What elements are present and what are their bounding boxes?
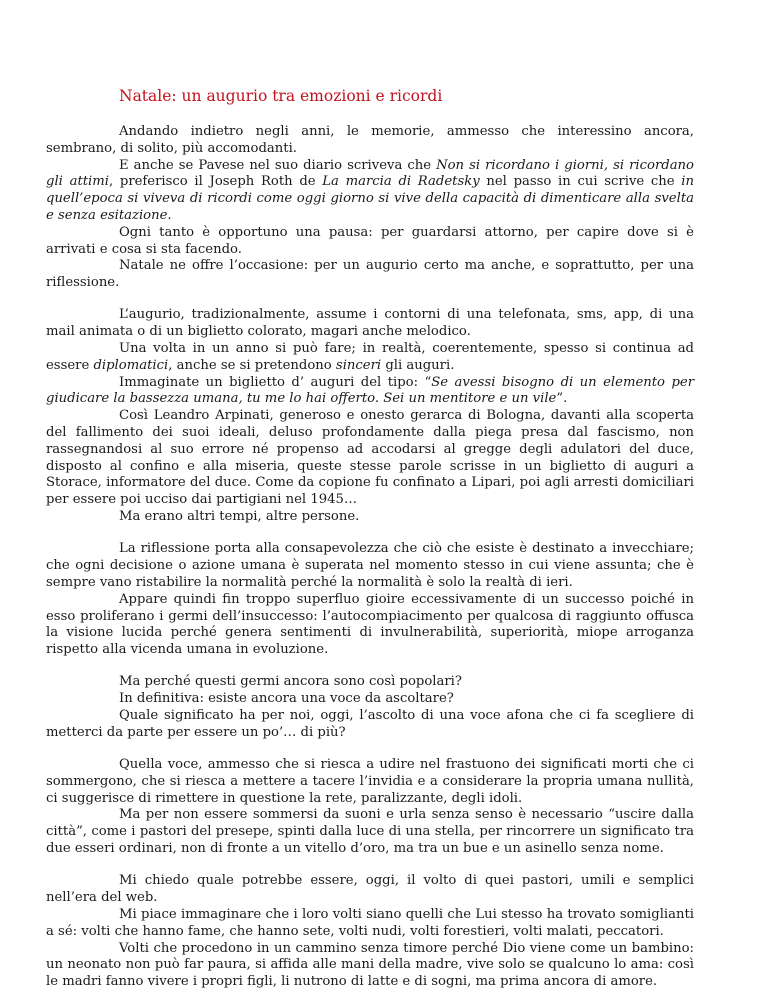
quote-italic: Se avessi bisogno di un elemento per giudicare la bassezza umana, tu me lo hai offerto. Sei un mentitore e un vile [46,374,694,407]
paragraph: Così Leandro Arpinati, generoso e onesto gerarca di Bologna, davanti alla scoperta del fallimento dei suoi ideali, deluso profondamente dalla piega presa dal fascismo, non rassegnandosi al suo errore né propenso ad accodarsi al gregge degli adulatori del duce, disposto al confino e alla miseria, queste stesse parole scrisse in un biglietto di auguri a Storace, informatore del duce. Come da copione fu confinato a Lipari, poi agli arresti domiciliari per essere poi ucciso dai partigiani nel 1945… [46,408,694,508]
paragraph: In definitiva: esiste ancora una voce da ascoltare? [119,691,454,707]
document-title: Natale: un augurio tra emozioni e ricordi [119,87,443,105]
paragraph-gap [46,858,694,874]
paragraph: Appare quindi fin troppo superfluo gioire eccessivamente di un successo poiché in esso proliferano i germi dell’insuccesso: l’autocompiacimento per qualcosa di raggiunto offusca la visione lucida perché genera sentimenti di invulnerabilità, superiorità, miope arroganza rispetto alla vicenda umana in evoluzione. [46,591,694,658]
paragraph-gap [46,526,694,542]
paragraph: Volti che procedono in un cammino senza timore perché Dio viene come un bambino: un neonato non può far paura, si affida alle mani della madre, vive solo se qualcuno lo ama: così le madri fanno vivere i propri figli, li nutrono di latte e di sogni, ma prima ancora di amore. [46,940,694,990]
paragraph: Ogni tanto è opportuno una pausa: per guardarsi attorno, per capire dove si è arrivati e cosa si sta facendo. [46,224,694,257]
paragraph: Ma per non essere sommersi da suoni e urla senza senso è necessario “uscire dalla città”, come i pastori del presepe, spinti dalla luce di una stella, per rincorrere un significato tra due esseri ordinari, non di fronte a un vitello d’oro, ma tra un bue e un asinello senza nome. [46,807,694,857]
paragraph: Natale ne offre l’occasione: per un augurio certo ma anche, e soprattutto, per una riflessione. [46,258,694,291]
text-run: , preferisco il Joseph Roth de [108,174,323,190]
paragraph-gap [46,742,694,758]
book-title-italic: La marcia di Radetsky [322,174,480,190]
text-run: . [167,207,172,223]
quote-italic: in quell’epoca si viveva di ricordi come oggi giorno si vive della capacità di dimenticare alla svelta e senza esitazione [46,174,694,223]
paragraph [46,341,694,375]
text-run: gli auguri. [381,357,455,373]
text-run: Immaginate un biglietto d’ auguri del tipo: “ [119,374,432,390]
paragraph-gap [46,659,694,675]
paragraph: Mi piace immaginare che i loro volti siano quelli che Lui stesso ha trovato somiglianti a sé: volti che hanno fame, che hanno sete, volti nudi, volti forestieri, volti malati, peccatori. [46,906,694,939]
text-run: E anche se Pavese nel suo diario scriveva che [119,157,437,173]
paragraph: Quella voce, ammesso che si riesca a udire nel frastuono dei significati morti che ci sommergono, che si riesca a mettere a tacere l’invidia e a considerare la propria umana nullità, ci suggerisce di rimettere in questione la rete, paralizzante, degli idoli. [46,757,694,806]
paragraph: Ma erano altri tempi, altre persone. [119,509,360,525]
paragraph-gap [46,292,694,308]
paragraph: Andando indietro negli anni, le memorie, ammesso che interessino ancora, sembrano, di solito, più accomodanti. [46,124,694,156]
document-body [46,86,694,991]
paragraph: L’augurio, tradizionalmente, assume i contorni di una telefonata, sms, app, di una mail animata o di un biglietto colorato, magari anche melodico. [46,307,694,340]
text-run: , anche se si pretendono [168,357,336,373]
quote-italic: Non si ricordano i giorni, si ricordano gli attimi [46,157,694,190]
paragraph: La riflessione porta alla consapevolezza che ciò che esiste è destinato a invecchiare; che ogni decisione o azione umana è superata nel momento stesso in cui viene assunta; che è sempre vano ristabilire la normalità perché la normalità è solo la realtà di ieri. [46,541,694,590]
text-run: ”. [556,391,568,407]
text-run: Una volta in un anno si può fare; in realtà, coerentemente, spesso si continua ad essere [46,341,694,373]
paragraph: Quale significato ha per noi, oggi, l’ascolto di una voce afona che ci fa scegliere di metterci da parte per essere un po’… di più? [46,708,694,740]
paragraph: Mi chiedo quale potrebbe essere, oggi, il volto di quei pastori, umili e semplici nell’era del web. [46,873,694,906]
paragraph [46,375,694,409]
paragraph: Ma perché questi germi ancora sono così popolari? [119,674,462,690]
emphasis-italic: sinceri [335,357,382,373]
text-run: nel passo in cui scrive che [479,174,682,190]
emphasis-italic: diplomatici [93,357,169,373]
paragraph [46,158,694,225]
